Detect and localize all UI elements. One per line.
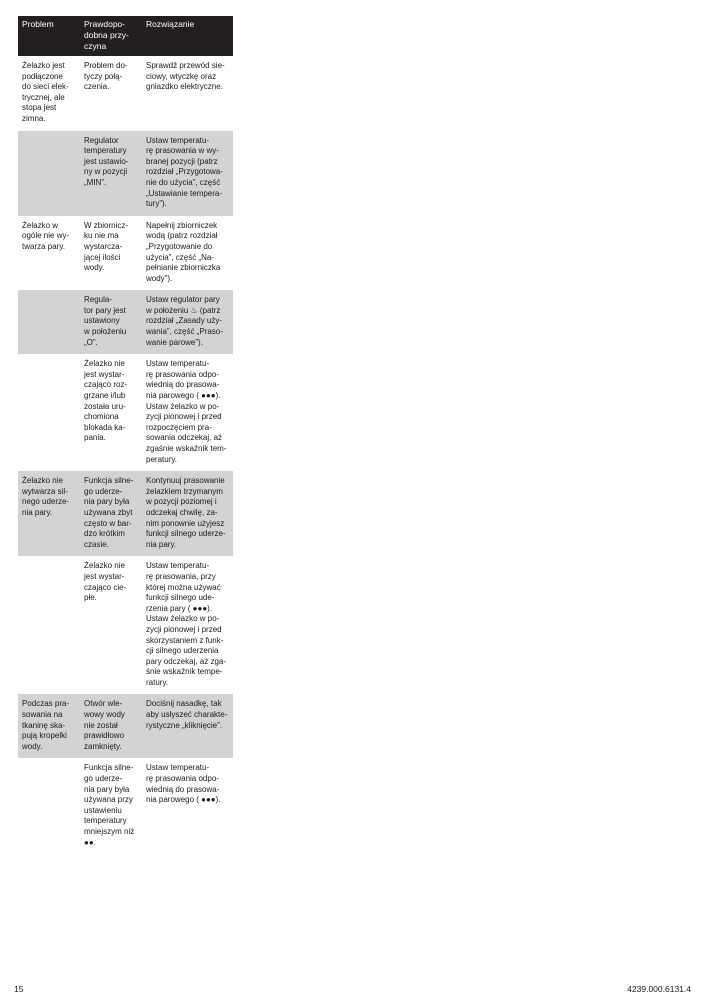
cell-cause: Regula- tor pary jest ustawiony w położeniu „O”. — [80, 290, 142, 354]
cell-solution: Ustaw temperatu- rę prasowania w wy- branej pozycji (patrz rozdział „Przygotowa- nie do użycia”, część „Ustawianie tempera- tury”). — [142, 131, 233, 216]
cell-solution: Ustaw temperatu- rę prasowania, przy której można używać funkcji silnego ude- rzenia pary ( ●●●). Ustaw żelazko w po- zycji pionowej i przed skorzystaniem z funk- cji silnego uderzenia pary odczekaj, aż zga- śnie wskaźnik tempe- ratury. — [146, 561, 227, 687]
cell-solution: Dociśnij nasadkę, tak aby usłyszeć charakte- rystyczne „kliknięcie”. — [142, 694, 233, 758]
cell-cause: Otwór wle- wowy wody nie został prawidłowo zamknięty. — [80, 694, 142, 758]
table-row — [18, 694, 233, 758]
table-row — [18, 471, 233, 556]
cell-solution: Ustaw temperatu- rę prasowania odpo- wiednią do prasowa- nia parowego ( ●●●). Ustaw żelazko w po- zycji pionowej i przed rozpoczęciem pra- sowania odczekaj, aż zgaśnie wskaźnik tem- peratury. — [146, 359, 227, 464]
cell-problem: Żelazko w ogóle nie wy- twarza pary. — [22, 220, 70, 251]
page-number: 15 — [14, 984, 24, 994]
cell-problem — [18, 354, 80, 471]
cell-problem: Żelazko jest podłączone do sieci elek- trycznej, ale stopa jest zimna. — [22, 61, 69, 123]
cell-problem — [18, 758, 80, 854]
cell-solution: Sprawdź przewód sie- ciowy, wtyczkę oraz gniazdko elektryczne. — [146, 61, 225, 92]
document-number: 4239.000.6131.4 — [627, 984, 691, 994]
cell-solution: Napełnij zbiorniczek wodą (patrz rozdział „Przygotowanie do użycia”, część „Na- pełnianie zbiorniczka wody”). — [146, 220, 221, 283]
header-problem: Problem — [18, 16, 80, 56]
cell-cause: Problem do- tyczy połą- czenia. — [84, 61, 128, 92]
header-cause: Prawdopo- dobna przy- czyna — [80, 16, 142, 56]
table-row — [18, 556, 233, 694]
cell-cause: W zbiornicz- ku nie ma wystarcza- jącej ilości wody. — [84, 220, 129, 273]
cell-solution: Ustaw regulator pary w położeniu ♨ (patrz rozdział „Zasady uży- wania”, część „Praso- wanie parowe”). — [142, 290, 233, 354]
table-row — [18, 290, 233, 354]
cell-cause: Żelazko nie jest wystar- czająco roz- grzane i/lub została uru- chomiona blokada ka- pania. — [84, 359, 128, 443]
table-row — [18, 216, 233, 291]
table-header-row — [18, 16, 233, 56]
cell-cause: Regulator temperatury jest ustawio- ny w pozycji „MIN”. — [80, 131, 142, 216]
cell-cause: Żelazko nie jest wystar- czająco cie- płe. — [84, 561, 127, 603]
table-row — [18, 56, 233, 131]
table-row — [18, 354, 233, 471]
cell-cause: Funkcja silne- go uderze- nia pary była używana przy ustawieniu temperatury mniejszym niż ●●. — [84, 763, 135, 847]
cell-problem: Podczas pra- sowania na tkaninę ska- pują kropelki wody. — [18, 694, 80, 758]
cell-problem — [18, 290, 80, 354]
cell-problem — [18, 131, 80, 216]
cell-cause: Funkcja silne- go uderze- nia pary była używana zbyt często w bar- dzo krótkim czasie. — [80, 471, 142, 556]
table-row — [18, 758, 233, 854]
cell-solution: Kontynuuj prasowanie żelazkiem trzymanym w pozycji poziomej i odczekaj chwilę, za- nim ponownie użyjesz funkcji silnego uderze- nia pary. — [142, 471, 233, 556]
header-solution: Rozwiązanie — [142, 16, 233, 56]
troubleshooting-table — [18, 16, 233, 854]
table-row — [18, 131, 233, 216]
cell-problem: Żelazko nie wytwarza sil- nego uderze- nia pary. — [18, 471, 80, 556]
cell-problem — [18, 556, 80, 694]
cell-solution: Ustaw temperatu- rę prasowania odpo- wiednią do prasowa- nia parowego ( ●●●). — [146, 763, 221, 805]
